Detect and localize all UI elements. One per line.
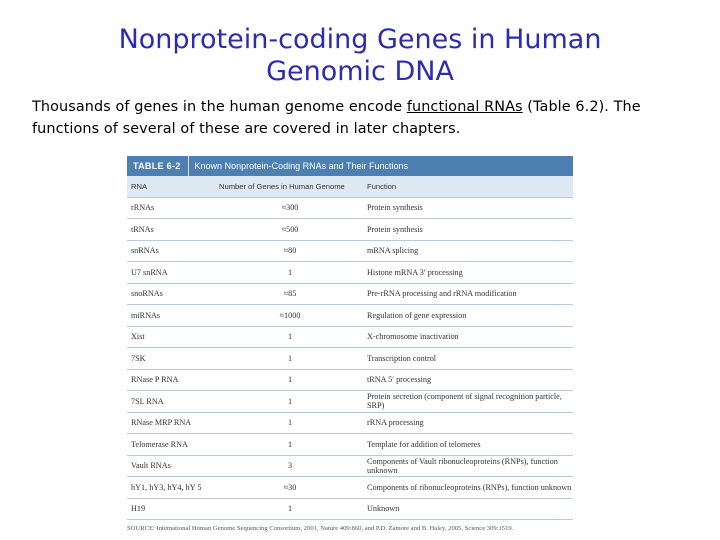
table-row [127, 262, 573, 284]
gene-count-cell: 1 [287, 375, 293, 385]
function-cell: Protein secretion (component of signal recognition particle, SRP) [367, 392, 562, 411]
rna-name-cell: U7 snRNA [131, 267, 168, 277]
function-cell: Components of ribonucleoproteins (RNPs), function unknown [367, 482, 572, 492]
intro-text-end: (Table 6.2). The functions of several of these are covered in later chapters. [32, 99, 641, 137]
table-source-note: SOURCE: International Human Genome Sequencing Consortium, 2001, Nature 409:860, and P.D. Zamore and B. Haley, 2005, Science 309:1519. [127, 525, 514, 532]
table-row [127, 499, 573, 521]
gene-count-cell: 1 [287, 267, 293, 277]
gene-count-cell: ≈300 [281, 203, 299, 213]
column-header-rna: RNA [131, 181, 148, 191]
function-cell: mRNA splicing [367, 246, 419, 256]
intro-text-start: Thousands of genes in the human genome encode [32, 99, 407, 115]
gene-count-cell: 1 [287, 504, 293, 514]
function-cell: Unknown [367, 504, 400, 514]
table-row [127, 434, 573, 456]
slide-title-line1: Nonprotein-coding Genes in Human [118, 24, 602, 55]
table-number: TABLE 6-2 [133, 161, 181, 171]
gene-count-cell: 1 [287, 353, 293, 363]
gene-count-cell: ≈85 [283, 289, 297, 299]
rna-name-cell: hY1, hY3, hY4, hY 5 [131, 482, 202, 492]
column-header-function: Function [367, 181, 397, 191]
table-row [127, 284, 573, 306]
table-column-headers [127, 176, 573, 198]
table-row [127, 391, 573, 413]
function-cell: rRNA processing [367, 418, 424, 428]
table-row [127, 348, 573, 370]
rna-name-cell: H19 [131, 504, 146, 514]
table-row [127, 413, 573, 435]
table-row [127, 198, 573, 220]
function-cell: Regulation of gene expression [367, 310, 467, 320]
table-row [127, 219, 573, 241]
gene-count-cell: 3 [287, 461, 293, 471]
rna-name-cell: Xist [131, 332, 145, 342]
intro-paragraph [32, 96, 692, 140]
rna-name-cell: Vault RNAs [131, 461, 171, 471]
rna-name-cell: 7SK [131, 353, 146, 363]
rna-name-cell: tRNAs [131, 224, 154, 234]
functional-rnas-link[interactable]: functional RNAs [406, 99, 523, 115]
slide-title-line2: Genomic DNA [266, 56, 454, 87]
gene-count-cell: 1 [287, 418, 293, 428]
gene-count-cell: ≈500 [281, 224, 299, 234]
rna-name-cell: snRNAs [131, 246, 159, 256]
rna-name-cell: RNase P RNA [131, 375, 179, 385]
table-row [127, 456, 573, 478]
function-cell: Protein synthesis [367, 224, 423, 234]
function-cell: tRNA 5′ processing [367, 375, 432, 385]
rna-name-cell: snoRNAs [131, 289, 163, 299]
gene-count-cell: 1 [287, 396, 293, 406]
rna-name-cell: RNase MRP RNA [131, 418, 192, 428]
rna-name-cell: Telomerase RNA [131, 439, 188, 449]
table-row [127, 370, 573, 392]
function-cell: Histone mRNA 3′ processing [367, 267, 463, 277]
slide-title [0, 24, 720, 88]
gene-count-cell: 1 [287, 439, 293, 449]
gene-count-cell: ≈80 [283, 246, 297, 256]
gene-count-cell: ≈30 [283, 482, 297, 492]
table-body [127, 198, 573, 521]
function-cell: Protein synthesis [367, 203, 423, 213]
function-cell: Transcription control [367, 353, 437, 363]
table-row [127, 305, 573, 327]
table-caption-bar [127, 156, 573, 176]
function-cell: Pre-rRNA processing and rRNA modification [367, 289, 517, 299]
table-row [127, 327, 573, 349]
rna-name-cell: 7SL RNA [131, 396, 164, 406]
function-cell: Components of Vault ribonucleoproteins (RNPs), function unknown [367, 456, 558, 475]
table-row [127, 477, 573, 499]
table-row [127, 241, 573, 263]
rna-name-cell: miRNAs [131, 310, 161, 320]
rna-name-cell: rRNAs [131, 203, 155, 213]
gene-count-cell: ≈1000 [279, 310, 301, 320]
gene-count-cell: 1 [287, 332, 293, 342]
rna-table [127, 156, 573, 532]
column-header-gene-count: Number of Genes in Human Genome [219, 181, 345, 191]
table-name: Known Nonprotein-Coding RNAs and Their Functions [194, 161, 408, 171]
function-cell: X-chromosome inactivation [367, 332, 459, 342]
function-cell: Template for addition of telomeres [367, 439, 481, 449]
